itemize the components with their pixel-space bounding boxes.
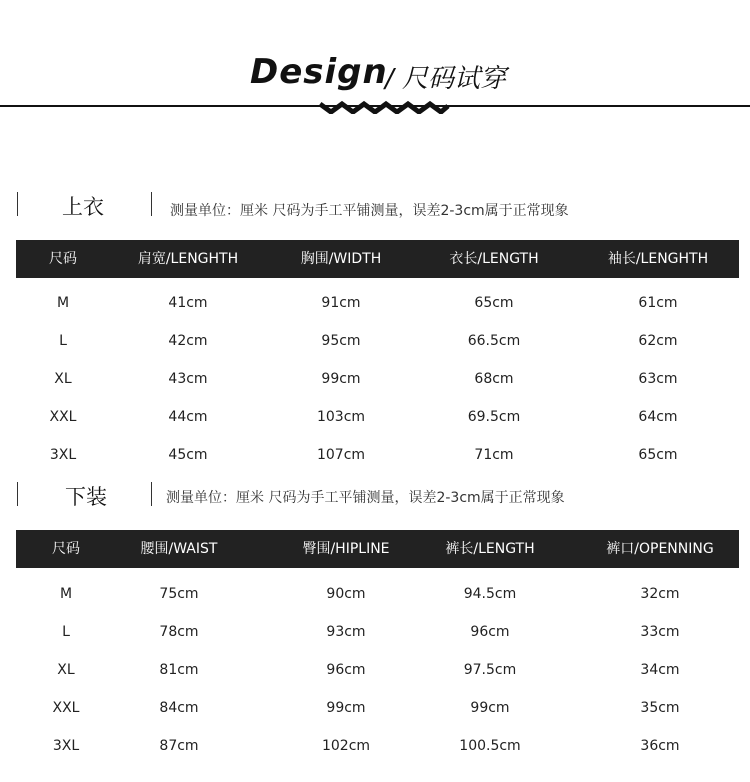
tops-col-header-4: 袖长/LENGHTH (607, 251, 709, 267)
bottoms-cell: 96cm (326, 662, 366, 678)
tops-cell: 43cm (168, 371, 208, 387)
tops-col-header-2: 胸围/WIDTH (300, 251, 382, 267)
bottoms-title: 下装 (65, 485, 107, 509)
tops-cell: 103cm (316, 409, 366, 425)
bottoms-table-header (16, 530, 739, 568)
tops-cell: 63cm (638, 371, 678, 387)
bottoms-col-header-3: 裤长/LENGTH (445, 541, 535, 557)
bottoms-col-header-2: 臀围/HIPLINE (302, 541, 390, 557)
tops-cell: 65cm (638, 447, 678, 463)
header-title-cn: / 尺码试穿 (385, 64, 507, 94)
tops-bar-right (151, 192, 152, 216)
bottoms-cell: 33cm (640, 624, 680, 640)
bottoms-cell: 36cm (640, 738, 680, 754)
bottoms-col-header-1: 腰围/WAIST (140, 541, 218, 557)
tops-col-header-1: 肩宽/LENGHTH (137, 251, 239, 267)
tops-cell: 45cm (168, 447, 208, 463)
tops-cell: 64cm (638, 409, 678, 425)
bottoms-cell: 87cm (159, 738, 199, 754)
tops-cell: 69.5cm (467, 409, 521, 425)
table-row (0, 360, 750, 398)
tops-note: 测量单位：厘米 尺码为手工平铺测量，误差2-3cm属于正常现象 (170, 203, 569, 219)
header-title-en: Design (250, 52, 388, 92)
tops-title: 上衣 (62, 195, 104, 219)
tops-cell: L (59, 333, 67, 349)
tops-cell: 42cm (168, 333, 208, 349)
tops-cell: 62cm (638, 333, 678, 349)
bottoms-cell: 3XL (52, 738, 80, 754)
bottoms-cell: 34cm (640, 662, 680, 678)
tops-cell: M (56, 295, 70, 311)
tops-bar-left (17, 192, 18, 216)
table-row (0, 613, 750, 651)
table-row (0, 284, 750, 322)
tops-cell: 66.5cm (467, 333, 521, 349)
bottoms-cell: 97.5cm (463, 662, 517, 678)
bottoms-bar-right (151, 482, 152, 506)
tops-col-header-3: 衣长/LENGTH (449, 251, 539, 267)
tops-col-header-0: 尺码 (49, 251, 77, 267)
bottoms-cell: 81cm (159, 662, 199, 678)
bottoms-col-header-0: 尺码 (52, 541, 80, 557)
page-header (0, 0, 750, 130)
tops-cell: XL (54, 371, 72, 387)
bottoms-cell: L (62, 624, 70, 640)
tops-cell: 91cm (321, 295, 361, 311)
bottoms-cell: 99cm (326, 700, 366, 716)
tops-cell: 41cm (168, 295, 208, 311)
bottoms-cell: 94.5cm (463, 586, 517, 602)
tops-cell: 95cm (321, 333, 361, 349)
table-row (0, 436, 750, 474)
bottoms-cell: 93cm (326, 624, 366, 640)
bottoms-cell: M (59, 586, 73, 602)
tops-cell: 3XL (49, 447, 77, 463)
bottoms-cell: 75cm (159, 586, 199, 602)
tops-cell: 107cm (316, 447, 366, 463)
table-row (0, 575, 750, 613)
tops-cell: 61cm (638, 295, 678, 311)
tops-cell: 71cm (474, 447, 514, 463)
table-row (0, 651, 750, 689)
tops-cell: 65cm (474, 295, 514, 311)
table-row (0, 689, 750, 727)
zigzag-decoration (318, 98, 450, 114)
bottoms-cell: 32cm (640, 586, 680, 602)
tops-cell: 68cm (474, 371, 514, 387)
bottoms-cell: XXL (52, 700, 80, 716)
bottoms-cell: 96cm (470, 624, 510, 640)
tops-table-header (16, 240, 739, 278)
tops-cell: 99cm (321, 371, 361, 387)
bottoms-cell: 35cm (640, 700, 680, 716)
bottoms-cell: 90cm (326, 586, 366, 602)
bottoms-cell: 78cm (159, 624, 199, 640)
tops-cell: XXL (49, 409, 77, 425)
tops-cell: 44cm (168, 409, 208, 425)
bottoms-note: 测量单位：厘米 尺码为手工平铺测量，误差2-3cm属于正常现象 (166, 490, 565, 506)
bottoms-cell: XL (57, 662, 75, 678)
bottoms-bar-left (17, 482, 18, 506)
table-row (0, 398, 750, 436)
table-row (0, 322, 750, 360)
bottoms-cell: 84cm (159, 700, 199, 716)
bottoms-cell: 99cm (470, 700, 510, 716)
table-row (0, 727, 750, 765)
bottoms-cell: 102cm (321, 738, 371, 754)
bottoms-cell: 100.5cm (459, 738, 521, 754)
bottoms-col-header-4: 裤口/OPENNING (606, 541, 714, 557)
